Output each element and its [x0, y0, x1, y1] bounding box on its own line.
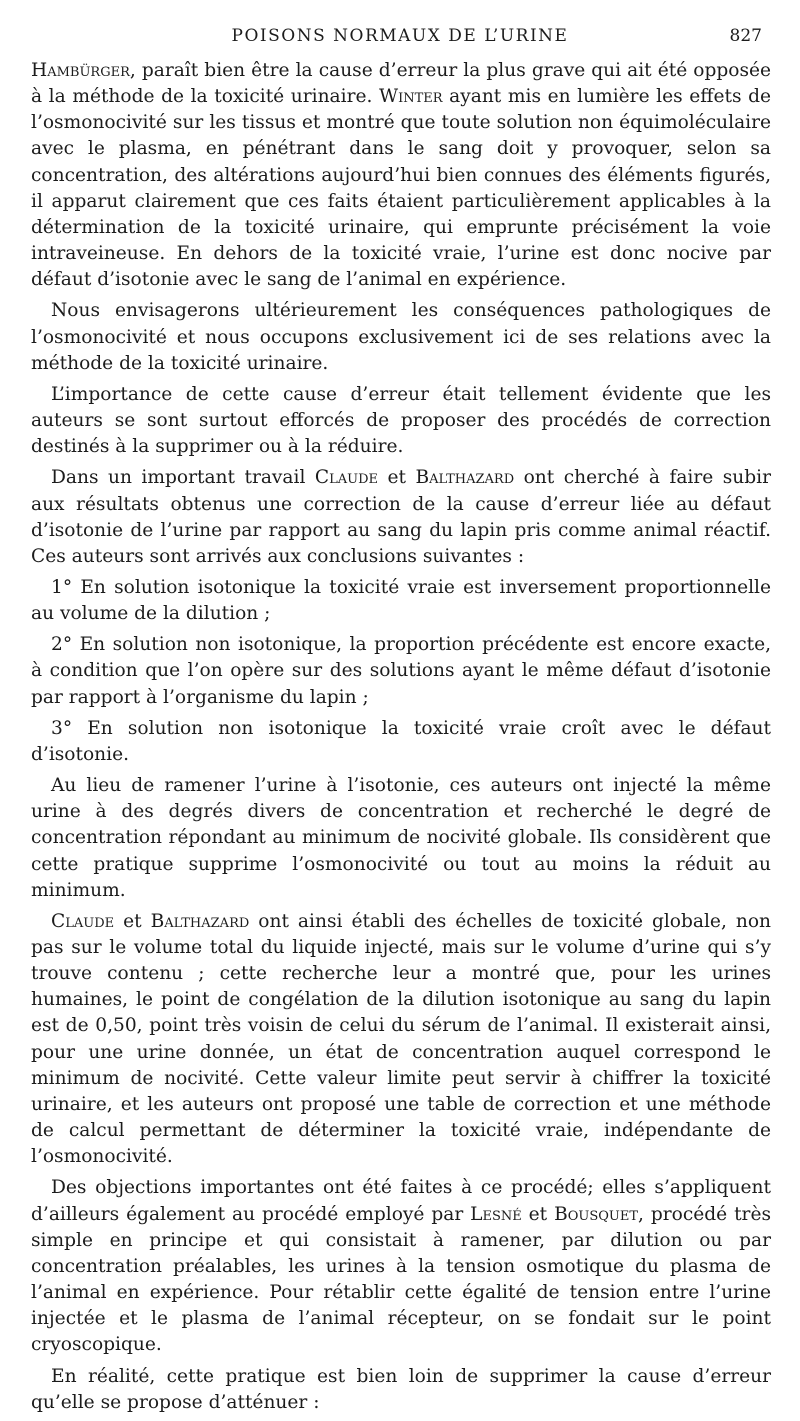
- author-name: Balthazard: [150, 910, 250, 932]
- paragraph-text: Au lieu de ramener l’urine à l’isotonie, ces auteurs ont injecté la même urine à des degrés divers de concentration et recherché le degré de concentration répondant au minimum de nocivité globale. Ils considèrent que cette pratique supprime l’osmonocivité ou tout au moins la réduit au minimum.: [31, 775, 771, 901]
- paragraph-text: et: [114, 910, 151, 932]
- running-head: [0, 22, 800, 52]
- paragraph-text: Des objections importantes ont été faites à ce procédé; elles s’appliquent d’ailleurs également au procédé employé par: [31, 1177, 771, 1225]
- author-name: Lesné: [470, 1203, 522, 1225]
- paragraph-10: [31, 1175, 771, 1358]
- paragraph-text: En réalité, cette pratique est bien loin de supprimer la cause d’erreur qu’elle se propose d’atténuer :: [31, 1365, 771, 1413]
- paragraph-4: [31, 465, 771, 570]
- author-name: Hambürger: [31, 60, 130, 81]
- paragraph-11: [31, 1364, 771, 1416]
- author-name: Claude: [314, 467, 379, 489]
- paragraph-text: , procédé très simple en principe et qui consistait à ramener, par dilution ou par concentration préalables, les urines à la tension osmotique du plasma de l’animal en expérience. Pour rétablir cette égalité de tension entre l’urine injectée et le plasma de l’animal récepteur, on se fondait sur le point cryoscopique.: [31, 1203, 771, 1356]
- author-name: Winter: [378, 86, 443, 108]
- paragraph-3: [31, 382, 771, 460]
- conclusion-1: [31, 575, 771, 627]
- paragraph-text: , paraît bien être la cause d’erreur la plus grave qui ait été opposée à la méthode de la toxicité urinaire.: [31, 60, 771, 108]
- paragraph-text: 3° En solution non isotonique la toxicité vraie croît avec le défaut d’isotonie.: [31, 717, 771, 765]
- paragraph-text: et: [378, 467, 416, 489]
- author-name: Bousquet: [554, 1203, 639, 1225]
- paragraph-text: ayant mis en lumière les effets de l’osmonocivité sur les tissus et montré que toute solution non équimoléculaire avec le plasma, en pénétrant dans le sang doit y provoquer, selon sa concentration, des altérations aujourd’hui bien connues des éléments figurés, il apparut clairement que ces faits étaient particulièrement applicables à la détermination de la toxicité urinaire, qui emprunte précisément la voie intraveineuse. En dehors de la toxicité vraie, l’urine est donc nocive par défaut d’isotonie avec le sang de l’animal en expérience.: [31, 86, 771, 291]
- paragraph-text: 2° En solution non isotonique, la proportion précédente est encore exacte, à condition que l’on opère sur des solutions ayant le même défaut d’isotonie par rapport à l’organisme du lapin ;: [31, 634, 771, 708]
- paragraph-text: ont cherché à faire subir aux résultats obtenus une correction de la cause d’erreur liée au défaut d’isotonie de l’urine par rapport au sang du lapin pris comme animal réactif. Ces auteurs sont arrivés aux conclusions suivantes :: [31, 467, 772, 567]
- paragraph-text: L’importance de cette cause d’erreur était tellement évidente que les auteurs se sont surtout efforcés de proposer des procédés de correction destinés à la supprimer ou à la réduire.: [31, 383, 771, 458]
- paragraph-text: et: [521, 1203, 555, 1225]
- paragraph-2: [31, 298, 771, 376]
- paragraph-text: ont ainsi établi des échelles de toxicité globale, non pas sur le volume total du liquide injecté, mais sur le volume d’urine qui s’y trouve contenu ; cette recherche leur a montré que, pour les urines humaines, le point de congélation de la dilution isotonique au sang du lapin est de 0,50, point très voisin de celui du sérum de l’animal. Il existerait ainsi, pour une urine donnée, un état de concentration auquel correspond le minimum de nocivité. Cette valeur limite peut servir à chiffrer la toxicité urinaire, et les auteurs ont proposé une table de correction et une méthode de calcul permettant de déterminer la toxicité vraie, indépendante de l’osmonocivité.: [31, 910, 772, 1168]
- author-name: Balthazard: [415, 467, 515, 489]
- paragraph-9: [31, 909, 771, 1171]
- paragraph-1: [31, 58, 771, 293]
- page-number: 827: [729, 26, 762, 46]
- paragraph-text: Dans un important travail: [51, 467, 315, 489]
- author-name: Claude: [51, 910, 115, 932]
- running-title: POISONS NORMAUX DE L’URINE: [231, 26, 569, 46]
- conclusion-2: [31, 632, 771, 710]
- paragraph-8: [31, 773, 771, 904]
- body-text: [31, 58, 771, 1421]
- conclusion-3: [31, 716, 771, 768]
- paragraph-text: Nous envisagerons ultérieurement les conséquences pathologiques de l’osmonocivité et nous occupons exclusivement ici de ses relations avec la méthode de la toxicité urinaire.: [31, 300, 771, 374]
- paragraph-text: 1° En solution isotonique la toxicité vraie est inversement proportionnelle au volume de la dilution ;: [31, 576, 771, 625]
